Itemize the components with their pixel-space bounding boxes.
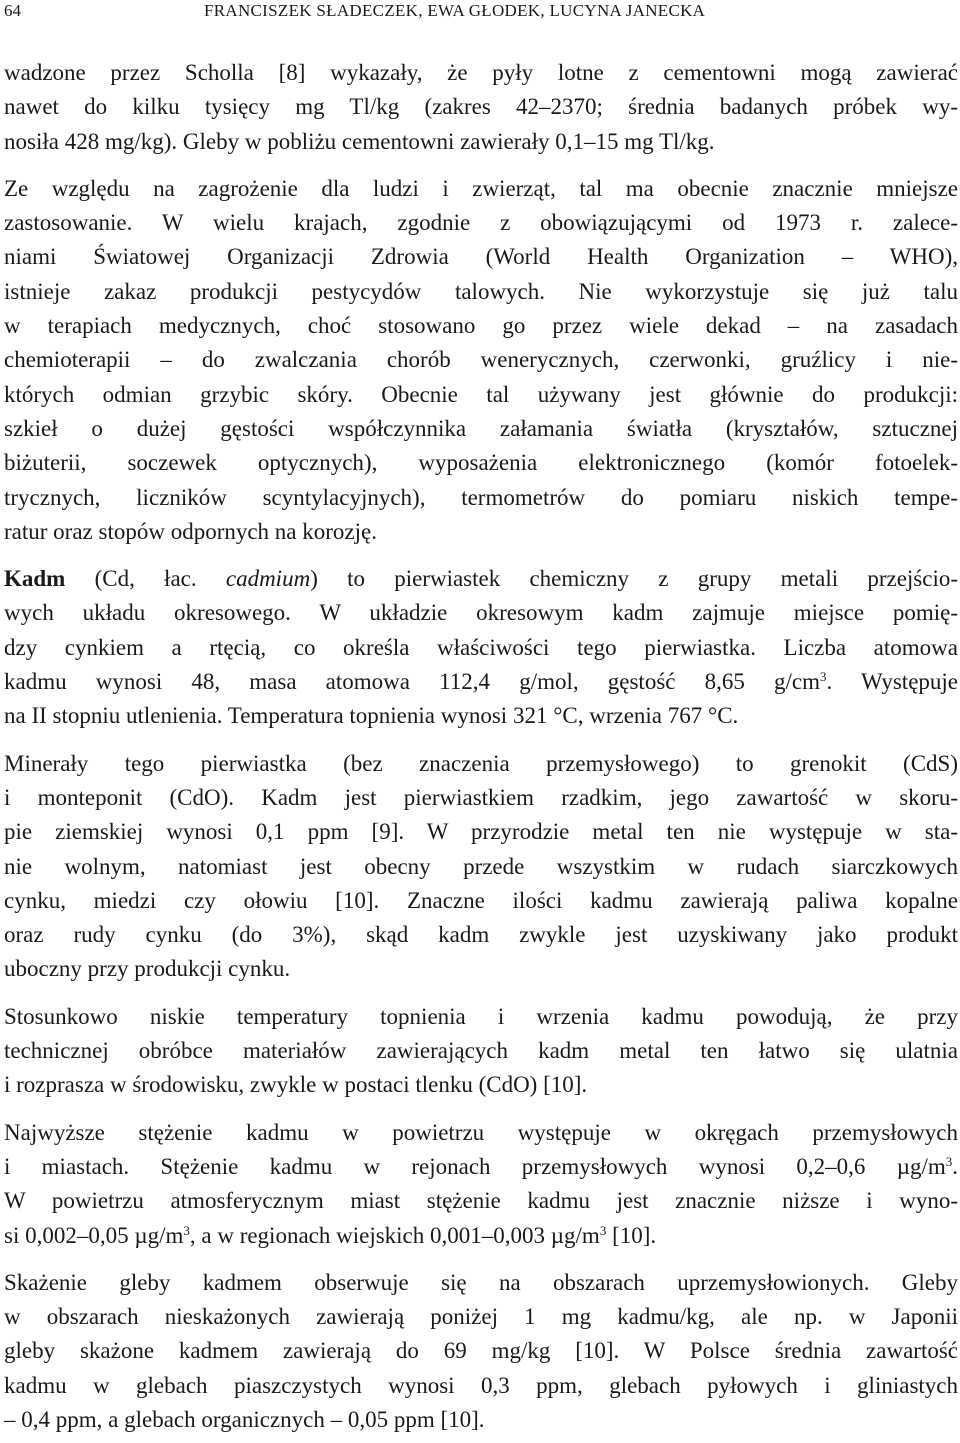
text-line: Kadm (Cd, łac. cadmium) to pierwiastek chemiczny z grupy metali przejścio- xyxy=(4,566,959,592)
text-line: W powietrzu atmosferycznym miast stężenie kadmu jest znacznie niższe i wyno- xyxy=(4,1188,958,1214)
text-line: zastosowanie. W wielu krajach, zgodnie z obowiązującymi od 1973 r. zalece- xyxy=(4,210,958,236)
text-line: Minerały tego pierwiastka (bez znaczenia przemysłowego) to grenokit (CdS) xyxy=(4,750,958,776)
text-line: w obszarach nieskażonych zawierają poniżej 1 mg kadmu/kg, ale np. w Japonii xyxy=(4,1304,958,1330)
text-line: si 0,002–0,05 $\mu g/m^3$, a w regionach wiejskich 0,001–0,003 $\mu g/m^3$ [10]. xyxy=(4,1222,657,1248)
text-line: istnieje zakaz produkcji pestycydów talowych. Nie wykorzystuje się już talu xyxy=(4,278,958,304)
paragraph-cadmium-definition xyxy=(4,562,958,733)
paragraph-thallium-cement xyxy=(4,56,958,159)
running-header xyxy=(0,0,960,30)
paragraph-cadmium-volatility xyxy=(4,1000,958,1103)
text-line: w terapiach medycznych, choć stosowano go przez wiele dekad – na zasadach xyxy=(4,313,958,339)
text-line: technicznej obróbce materiałów zawierających kadm metal ten łatwo się ulatnia xyxy=(4,1038,958,1064)
text-line: oraz rudy cynku (do 3%), skąd kadm zwykle jest uzyskiwany jako produkt xyxy=(4,922,958,948)
text-line: wadzone przez Scholla [8] wykazały, że pyły lotne z cementowni mogą zawierać xyxy=(4,60,958,85)
text-line: i miastach. Stężenie kadmu w rejonach przemysłowych wynosi 0,2–0,6 $\mu g/m^3$. xyxy=(4,1153,958,1179)
text-line: kadmu w glebach piaszczystych wynosi 0,3 ppm, glebach pyłowych i gliniastych xyxy=(4,1372,958,1398)
term-kadm: Kadm xyxy=(4,566,66,592)
text-line: niami Światowej Organizacji Zdrowia (World Health Organization – WHO), xyxy=(4,244,958,270)
text-line: i rozprasza w środowisku, zwykle w postaci tlenku (CdO) [10]. xyxy=(4,1072,588,1098)
text-line: dzy cynkiem a rtęcią, co określa właściwości tego pierwiastka. Liczba atomowa xyxy=(4,634,958,660)
text-line: ratur oraz stopów odpornych na korozję. xyxy=(4,518,377,544)
latin-name: cadmium xyxy=(225,566,311,592)
text-line: Najwyższe stężenie kadmu w powietrzu występuje w okręgach przemysłowych xyxy=(4,1119,958,1145)
text-line: wych układu okresowego. W układzie okresowym kadm zajmuje miejsce pomię- xyxy=(4,600,958,626)
text-line: nawet do kilku tysięcy mg Tl/kg (zakres 42–2370; średnia badanych próbek wy- xyxy=(4,94,958,120)
text-line: chemioterapii – do zwalczania chorób wenerycznych, czerwonki, gruźlicy i nie- xyxy=(4,347,958,373)
text-line: i monteponit (CdO). Kadm jest pierwiastkiem rzadkim, jego zawartość w skoru- xyxy=(4,784,958,810)
paragraph-thallium-uses xyxy=(4,172,958,549)
paragraph-cadmium-air xyxy=(4,1116,958,1253)
text-line: Ze względu na zagrożenie dla ludzi i zwierząt, tal ma obecnie znacznie mniejsze xyxy=(4,175,958,201)
text-line: trycznych, liczników scyntylacyjnych), termometrów do pomiaru niskich tempe- xyxy=(4,484,958,510)
text-line: których odmian grzybic skóry. Obecnie tal używany jest głównie do produkcji: xyxy=(4,381,958,407)
page-number: 64 xyxy=(4,1,21,20)
text-line: gleby skażone kadmem zawierają do 69 mg/kg [10]. W Polsce średnia zawartość xyxy=(4,1338,958,1364)
text-line: Skażenie gleby kadmem obserwuje się na obszarach uprzemysłowionych. Gleby xyxy=(4,1269,958,1295)
text-line: uboczny przy produkcji cynku. xyxy=(4,956,291,982)
text-line: – 0,4 ppm, a glebach organicznych – 0,05 ppm [10]. xyxy=(4,1406,485,1432)
text-line: szkieł o dużej gęstości współczynnika załamania światła (kryształów, sztucznej xyxy=(4,415,958,441)
running-head-authors: FRANCISZEK SŁADECZEK, EWA GŁODEK, LUCYNA JANECKA xyxy=(204,1,706,20)
paragraph-cadmium-soil xyxy=(4,1266,958,1437)
text-line: na II stopniu utlenienia. Temperatura topnienia wynosi 321 °C, wrzenia 767 °C. xyxy=(4,703,739,729)
text-line: cynku, miedzi czy ołowiu [10]. Znaczne ilości kadmu zawierają paliwa kopalne xyxy=(4,887,958,913)
text-line: kadmu wynosi 48, masa atomowa 112,4 g/mol, gęstość 8,65 $g/cm^3$. Występuje xyxy=(4,669,958,695)
body-text xyxy=(4,56,958,1437)
text-line: nosiła 428 mg/kg). Gleby w pobliżu cementowni zawierały 0,1–15 mg Tl/kg. xyxy=(4,128,715,154)
text-line: nie wolnym, natomiast jest obecny przede wszystkim w rudach siarczkowych xyxy=(4,853,958,879)
text-line: biżuterii, soczewek optycznych), wyposażenia elektronicznego (komór fotoelek- xyxy=(4,450,958,476)
paragraph-cadmium-minerals xyxy=(4,747,958,987)
text-line: pie ziemskiej wynosi 0,1 ppm [9]. W przyrodzie metal ten nie występuje w sta- xyxy=(4,819,958,845)
text-line: Stosunkowo niskie temperatury topnienia i wrzenia kadmu powodują, że przy xyxy=(4,1003,958,1029)
